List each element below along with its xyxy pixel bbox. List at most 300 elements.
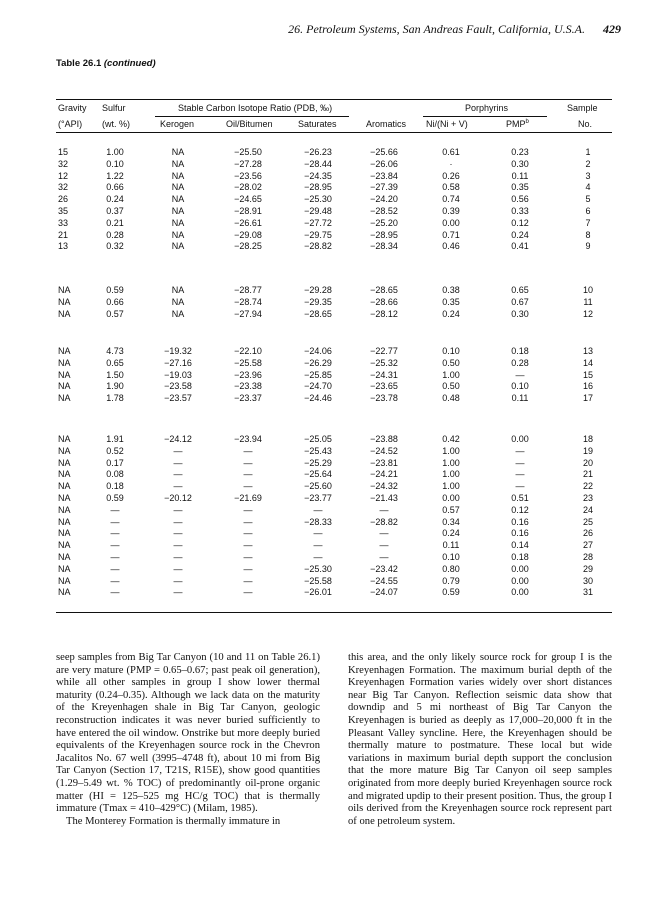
table-cell: 0.58 — [442, 182, 460, 193]
table-cell: 0.21 — [106, 217, 124, 228]
table-cell: 0.24 — [511, 229, 529, 240]
table-cell: −20.12 — [164, 493, 192, 503]
table-cell: 0.50 — [442, 381, 460, 392]
table-cell: −23.78 — [370, 393, 398, 404]
table-cell: NA — [58, 285, 71, 295]
table-cell: NA — [58, 552, 71, 562]
table-cell: — — [243, 587, 253, 598]
table-cell: 4.73 — [106, 346, 124, 356]
table-cell: 11 — [583, 296, 593, 307]
table-cell: NA — [58, 469, 71, 480]
table-cell: — — [173, 469, 183, 480]
table-cell: −23.58 — [164, 381, 192, 392]
table-cell: 15 — [58, 147, 69, 157]
table-cell: 12 — [58, 170, 69, 181]
header-ni-ratio: Ni/(Ni + V) — [426, 119, 468, 129]
table-cell: 0.42 — [442, 434, 460, 444]
table-cell: 27 — [582, 540, 593, 551]
table-cell: 1.78 — [106, 393, 124, 404]
table-cell: −23.77 — [304, 493, 332, 503]
table-cell: 0.79 — [442, 575, 460, 586]
table-cell: — — [110, 528, 120, 539]
table-cell: — — [243, 540, 253, 551]
table-cell: — — [110, 587, 120, 598]
table-caption-suffix: (continued) — [103, 58, 156, 69]
table-cell: −28.65 — [304, 308, 332, 319]
running-head-title: 26. Petroleum Systems, San Andreas Fault, California, U.S.A. — [288, 22, 585, 36]
table-row — [0, 528, 661, 540]
table-cell: −24.20 — [370, 194, 398, 205]
table-cell: 0.57 — [106, 308, 124, 319]
table-row — [0, 370, 661, 382]
table-cell: NA — [171, 296, 185, 307]
table-cell: 0.00 — [511, 587, 529, 598]
table-cell: 0.28 — [106, 229, 124, 240]
table-cell: −23.42 — [370, 563, 398, 574]
table-cell: 0.66 — [106, 296, 124, 307]
table-cell: 0.71 — [442, 229, 460, 240]
table-cell: NA — [58, 369, 71, 380]
table-cell: −22.77 — [370, 346, 398, 356]
table-cell: — — [173, 563, 183, 574]
table-cell: −28.65 — [370, 285, 398, 295]
table-cell: 21 — [582, 469, 593, 480]
table-row — [0, 540, 661, 552]
table-cell: 0.10 — [442, 346, 460, 356]
table-cell: −26.23 — [304, 147, 332, 157]
table-cell: 31 — [582, 587, 593, 598]
table-cell: — — [515, 445, 525, 456]
table-cell: NA — [171, 158, 185, 169]
table-row — [0, 434, 661, 446]
table-cell: −28.74 — [234, 296, 262, 307]
table-cell: −29.48 — [304, 206, 332, 216]
table-cell: NA — [58, 528, 71, 539]
table-cell: 0.32 — [106, 241, 124, 252]
table-cell: — — [110, 575, 120, 586]
table-cell: −24.55 — [370, 575, 398, 586]
table-cell: 1.00 — [106, 147, 124, 157]
table-cell: 0.39 — [442, 206, 460, 216]
table-cell: NA — [58, 504, 71, 515]
table-cell: 25 — [582, 516, 593, 527]
table-cell: — — [173, 587, 183, 598]
table-cell: −23.88 — [370, 434, 398, 444]
body-text — [56, 652, 612, 828]
table-cell: −28.02 — [234, 182, 262, 193]
table-cell: — — [243, 516, 253, 527]
table-row — [0, 346, 661, 358]
table-cell: 32 — [58, 158, 69, 169]
table-cell: — — [515, 481, 525, 492]
table-cell: 6 — [585, 206, 591, 216]
table-row — [0, 297, 661, 309]
table-cell: 0.30 — [511, 158, 529, 169]
table-cell: — — [243, 563, 253, 574]
table-cell: NA — [171, 182, 185, 193]
table-cell: −23.84 — [370, 170, 398, 181]
table-cell: 1.00 — [442, 481, 460, 492]
table-cell: — — [173, 552, 183, 562]
table-cell: −28.33 — [304, 516, 332, 527]
table-cell: NA — [58, 540, 71, 551]
table-cell: 0.16 — [511, 516, 529, 527]
table-cell: −25.30 — [304, 563, 332, 574]
table-cell: 0.24 — [442, 528, 460, 539]
table-cell: 0.35 — [442, 296, 460, 307]
table-cell: −28.77 — [234, 285, 262, 295]
table-cell: −28.82 — [370, 516, 398, 527]
table-cell: −24.52 — [370, 445, 398, 456]
table-cell: — — [243, 552, 253, 562]
table-cell: 0.52 — [106, 445, 124, 456]
table-cell: — — [243, 528, 253, 539]
header-oil-bitumen: Oil/Bitumen — [226, 119, 273, 129]
table-cell: NA — [58, 296, 71, 307]
table-cell: 0.00 — [442, 217, 460, 228]
table-top-rule — [56, 99, 612, 100]
page-number: 429 — [603, 22, 621, 36]
table-cell: 0.18 — [106, 481, 124, 492]
header-porphyrins: Porphyrins — [465, 103, 509, 113]
table-cell: −23.57 — [164, 393, 192, 404]
table-cell: — — [110, 504, 120, 515]
table-cell: −24.31 — [370, 369, 398, 380]
table-cell: — — [379, 528, 389, 539]
table-cell: 28 — [582, 552, 593, 562]
table-cell: 18 — [582, 434, 593, 444]
table-cell: −25.20 — [370, 217, 398, 228]
table-cell: −25.05 — [304, 434, 332, 444]
table-cell: 13 — [58, 241, 69, 252]
table-row — [0, 481, 661, 493]
table-cell: 0.00 — [442, 493, 460, 503]
table-cell: — — [243, 481, 253, 492]
table-row — [0, 241, 661, 253]
table-cell: −29.08 — [234, 229, 262, 240]
table-cell: 0.56 — [511, 194, 529, 205]
table-cell: −25.58 — [234, 357, 262, 368]
table-row — [0, 564, 661, 576]
table-cell: 0.38 — [442, 285, 460, 295]
table-cell: −25.30 — [304, 194, 332, 205]
table-caption — [56, 58, 156, 69]
table-row — [0, 393, 661, 405]
table-cell: −27.72 — [304, 217, 332, 228]
table-cell: 0.57 — [442, 504, 460, 515]
table-cell: −24.06 — [304, 346, 332, 356]
table-cell: −25.64 — [304, 469, 332, 480]
table-cell: 8 — [585, 229, 591, 240]
header-gravity-unit: (°API) — [58, 119, 83, 129]
table-cell: 0.24 — [106, 194, 124, 205]
table-cell: −25.66 — [370, 147, 398, 157]
table-cell: 0.35 — [511, 182, 529, 193]
table-cell: 1.90 — [106, 381, 124, 392]
table-cell: −25.29 — [304, 457, 332, 468]
table-row — [0, 458, 661, 470]
header-isotope-group: Stable Carbon Isotope Ratio (PDB, ‰) — [178, 103, 333, 113]
table-cell: 0.26 — [442, 170, 460, 181]
table-cell: 0.10 — [511, 381, 529, 392]
table-cell: 0.33 — [511, 206, 529, 216]
table-cell: 0.10 — [106, 158, 124, 169]
table-cell: 24 — [582, 504, 593, 515]
table-cell: — — [313, 528, 323, 539]
table-cell: NA — [171, 285, 185, 295]
table-cell: −28.66 — [370, 296, 398, 307]
table-cell: — — [110, 540, 120, 551]
left-column — [56, 652, 320, 828]
table-cell: 0.00 — [511, 563, 529, 574]
table-cell: NA — [171, 206, 185, 216]
table-cell: — — [379, 504, 389, 515]
table-cell: 22 — [582, 481, 593, 492]
table-cell: −28.12 — [370, 308, 398, 319]
table-cell: −22.10 — [234, 346, 262, 356]
table-cell: 1.00 — [442, 469, 460, 480]
table-cell: 15 — [582, 369, 593, 380]
header-pmp — [506, 119, 529, 129]
table-cell: 0.34 — [442, 516, 460, 527]
table-cell: 0.41 — [511, 241, 529, 252]
table-cell: 0.28 — [511, 357, 529, 368]
table-row — [0, 446, 661, 458]
table-row — [0, 358, 661, 370]
table-row — [0, 587, 661, 599]
table-cell: — — [110, 516, 120, 527]
table-row — [0, 552, 661, 564]
table-cell: NA — [58, 308, 71, 319]
table-cell: −28.44 — [304, 158, 332, 169]
header-aromatics: Aromatics — [366, 119, 407, 129]
table-cell: 0.59 — [442, 587, 460, 598]
table-cell: NA — [58, 587, 71, 598]
table-cell: — — [110, 563, 120, 574]
table-cell: −27.28 — [234, 158, 262, 169]
table-cell: −23.37 — [234, 393, 262, 404]
table-cell: NA — [171, 170, 185, 181]
table-cell: 0.17 — [106, 457, 124, 468]
table-cell: 35 — [58, 206, 69, 216]
table-cell: NA — [58, 445, 71, 456]
table-cell: NA — [58, 516, 71, 527]
table-cell: −28.95 — [304, 182, 332, 193]
table-cell: NA — [58, 381, 71, 392]
table-cell: 0.11 — [511, 393, 529, 404]
table-cell: — — [110, 552, 120, 562]
table-cell: NA — [58, 357, 71, 368]
table-cell: 4 — [585, 182, 591, 193]
table-cell: −25.85 — [304, 369, 332, 380]
table-cell: — — [515, 369, 525, 380]
table-cell: −29.75 — [304, 229, 332, 240]
table-row — [0, 517, 661, 529]
table-cell: 1.91 — [106, 434, 124, 444]
table-cell: −24.70 — [304, 381, 332, 392]
table-cell: 26 — [58, 194, 69, 205]
table-cell: 0.59 — [106, 285, 124, 295]
table-cell: — — [243, 445, 253, 456]
right-paragraph-1: this area, and the only likely source rock for group I is the Kreyenhagen Formation. The maximum burial depth of the Kreyenhagen Formation varies widely over short distances near Big Tar Canyon. Reflection seismic data show that downdip and 5 mi northeast of Big Tar Canyon the Kreyenhagen is buried as deeply as 17,000–20,000 ft in the Pleasant Valley syncline. Here, the Kreyenhagen should be thermally mature to postmature. These local but wide variations in maximum burial depth support the conclusion that the more mature Big Tar Canyon oil seep samples originated from more deeply buried Kreyenhagen source rock and migrated updip to their present position. Thus, the group I oils derived from the Kreyenhagen source rock represent part of one petroleum system. — [348, 652, 612, 827]
table-row — [0, 505, 661, 517]
table-cell: 0.11 — [511, 170, 529, 181]
table-cell: 0.18 — [511, 346, 529, 356]
table-row — [0, 469, 661, 481]
table-cell: 0.80 — [442, 563, 460, 574]
table-cell: · — [449, 158, 453, 169]
isotope-span-rule — [155, 116, 349, 117]
table-cell: 2 — [585, 158, 591, 169]
table-cell: 14 — [582, 357, 593, 368]
table-cell: 1.50 — [106, 369, 124, 380]
table-cell: −25.60 — [304, 481, 332, 492]
table-cell: — — [379, 540, 389, 551]
table-cell: −24.46 — [304, 393, 332, 404]
table-row — [0, 194, 661, 206]
table-cell: 10 — [582, 285, 593, 295]
table-cell: 13 — [582, 346, 593, 356]
table-cell: 7 — [585, 217, 591, 228]
table-cell: −27.39 — [370, 182, 398, 193]
table-cell: −23.96 — [234, 369, 262, 380]
table-cell: −29.28 — [304, 285, 332, 295]
table-cell: 1.22 — [106, 170, 124, 181]
table-cell: — — [243, 469, 253, 480]
table-cell: 3 — [585, 170, 591, 181]
table-cell: NA — [58, 575, 71, 586]
table-cell: 0.12 — [511, 217, 529, 228]
table-cell: NA — [58, 434, 71, 444]
table-cell: 0.24 — [442, 308, 460, 319]
table-cell: 0.12 — [511, 504, 529, 515]
table-cell: NA — [58, 481, 71, 492]
table-cell: −23.94 — [234, 434, 262, 444]
table-cell: −25.32 — [370, 357, 398, 368]
table-row — [0, 218, 661, 230]
table-cell: — — [173, 528, 183, 539]
table-cell: −24.07 — [370, 587, 398, 598]
table-cell: −24.12 — [164, 434, 192, 444]
table-cell: 26 — [582, 528, 593, 539]
table-cell: — — [379, 552, 389, 562]
table-cell: 19 — [582, 445, 593, 456]
running-head — [280, 22, 621, 37]
table-cell: 17 — [582, 393, 593, 404]
table-cell: NA — [58, 393, 71, 404]
table-cell: 29 — [582, 563, 593, 574]
table-cell: 12 — [582, 308, 593, 319]
table-cell: 0.00 — [511, 575, 529, 586]
table-cell: 0.65 — [511, 285, 529, 295]
table-cell: −26.06 — [370, 158, 398, 169]
table-cell: NA — [58, 346, 71, 356]
table-cell: 0.30 — [511, 308, 529, 319]
table-cell: 1.00 — [442, 445, 460, 456]
header-pmp-sup: b — [525, 119, 529, 125]
right-column — [348, 652, 612, 828]
table-cell: −26.01 — [304, 587, 332, 598]
header-bottom-rule — [56, 132, 612, 133]
table-cell: 5 — [585, 194, 591, 205]
table-row — [0, 230, 661, 242]
table-cell: 20 — [582, 457, 593, 468]
table-cell: 0.65 — [106, 357, 124, 368]
table-cell: — — [515, 469, 525, 480]
table-cell: −28.25 — [234, 241, 262, 252]
table-cell: NA — [171, 229, 185, 240]
table-caption-label: Table 26.1 — [56, 58, 102, 69]
table-cell: NA — [171, 241, 185, 252]
table-cell: 1.00 — [442, 457, 460, 468]
header-gravity: Gravity — [58, 103, 87, 113]
table-cell: −26.61 — [234, 217, 262, 228]
table-cell: — — [243, 457, 253, 468]
table-cell: NA — [58, 493, 71, 503]
table-cell: −28.34 — [370, 241, 398, 252]
table-cell: −27.16 — [164, 357, 192, 368]
table-cell: −24.65 — [234, 194, 262, 205]
header-pmp-label: PMP — [506, 119, 526, 129]
header-sulfur: Sulfur — [102, 103, 126, 113]
table-cell: −21.69 — [234, 493, 262, 503]
table-cell: −23.56 — [234, 170, 262, 181]
table-cell: 0.61 — [442, 147, 460, 157]
table-cell: — — [243, 504, 253, 515]
table-cell: −24.35 — [304, 170, 332, 181]
table-cell: 0.37 — [106, 206, 124, 216]
table-cell: 0.23 — [511, 147, 529, 157]
table-cell: −28.82 — [304, 241, 332, 252]
table-cell: — — [243, 575, 253, 586]
table-cell: −28.52 — [370, 206, 398, 216]
table-row — [0, 182, 661, 194]
table-cell: −24.21 — [370, 469, 398, 480]
table-row — [0, 576, 661, 588]
table-row — [0, 206, 661, 218]
left-paragraph-1: seep samples from Big Tar Canyon (10 and 11 on Table 26.1) are very mature (PMP = 0.65–0.67; past peak oil generation), while all other samples in group I show lower thermal maturity (0.24–0.35). Although we lack data on the maturity of the Kreyenhagen shale in Big Tar Canyon, geologic reconstruction indicates it was never buried sufficiently to have entered the oil window. Onstrike but more deeply buried equivalents of the Kreyenhagen source rock in the Chevron Jacalitos No. 67 well (3995–4748 ft), about 10 mi from Big Tar Canyon (Section 17, T21S, R15E), show good quantities (1.29–5.49 wt. % TOC) of predominantly oil-prone organic matter (HI = 125–525 mg HC/g TOC) that is thermally immature (Tmax = 410–429°C) (Milam, 1985). — [56, 652, 320, 815]
header-sample: Sample — [567, 103, 598, 113]
table-cell: 0.00 — [511, 434, 529, 444]
table-cell: 32 — [58, 182, 69, 193]
table-cell: 0.66 — [106, 182, 124, 193]
header-sulfur-unit: (wt. %) — [102, 119, 130, 129]
table-cell: — — [515, 457, 525, 468]
table-cell: 0.67 — [511, 296, 529, 307]
table-cell: 0.46 — [442, 241, 460, 252]
table-cell: −25.58 — [304, 575, 332, 586]
table-cell: NA — [58, 563, 71, 574]
table-cell: 0.08 — [106, 469, 124, 480]
table-cell: 21 — [58, 229, 69, 240]
table-cell: 0.59 — [106, 493, 124, 503]
table-cell: 1 — [585, 147, 591, 157]
table-cell: 16 — [582, 381, 593, 392]
table-cell: 0.51 — [511, 493, 529, 503]
table-cell: 0.18 — [511, 552, 529, 562]
header-kerogen: Kerogen — [160, 119, 195, 129]
table-cell: NA — [58, 457, 71, 468]
table-cell: −19.03 — [164, 369, 192, 380]
table-bottom-rule — [56, 612, 612, 613]
table-cell: NA — [171, 217, 185, 228]
table-row — [0, 171, 661, 183]
table-cell: −19.32 — [164, 346, 192, 356]
table-cell: 0.74 — [442, 194, 460, 205]
table-cell: −23.38 — [234, 381, 262, 392]
table-cell: — — [173, 516, 183, 527]
table-cell: 0.16 — [511, 528, 529, 539]
